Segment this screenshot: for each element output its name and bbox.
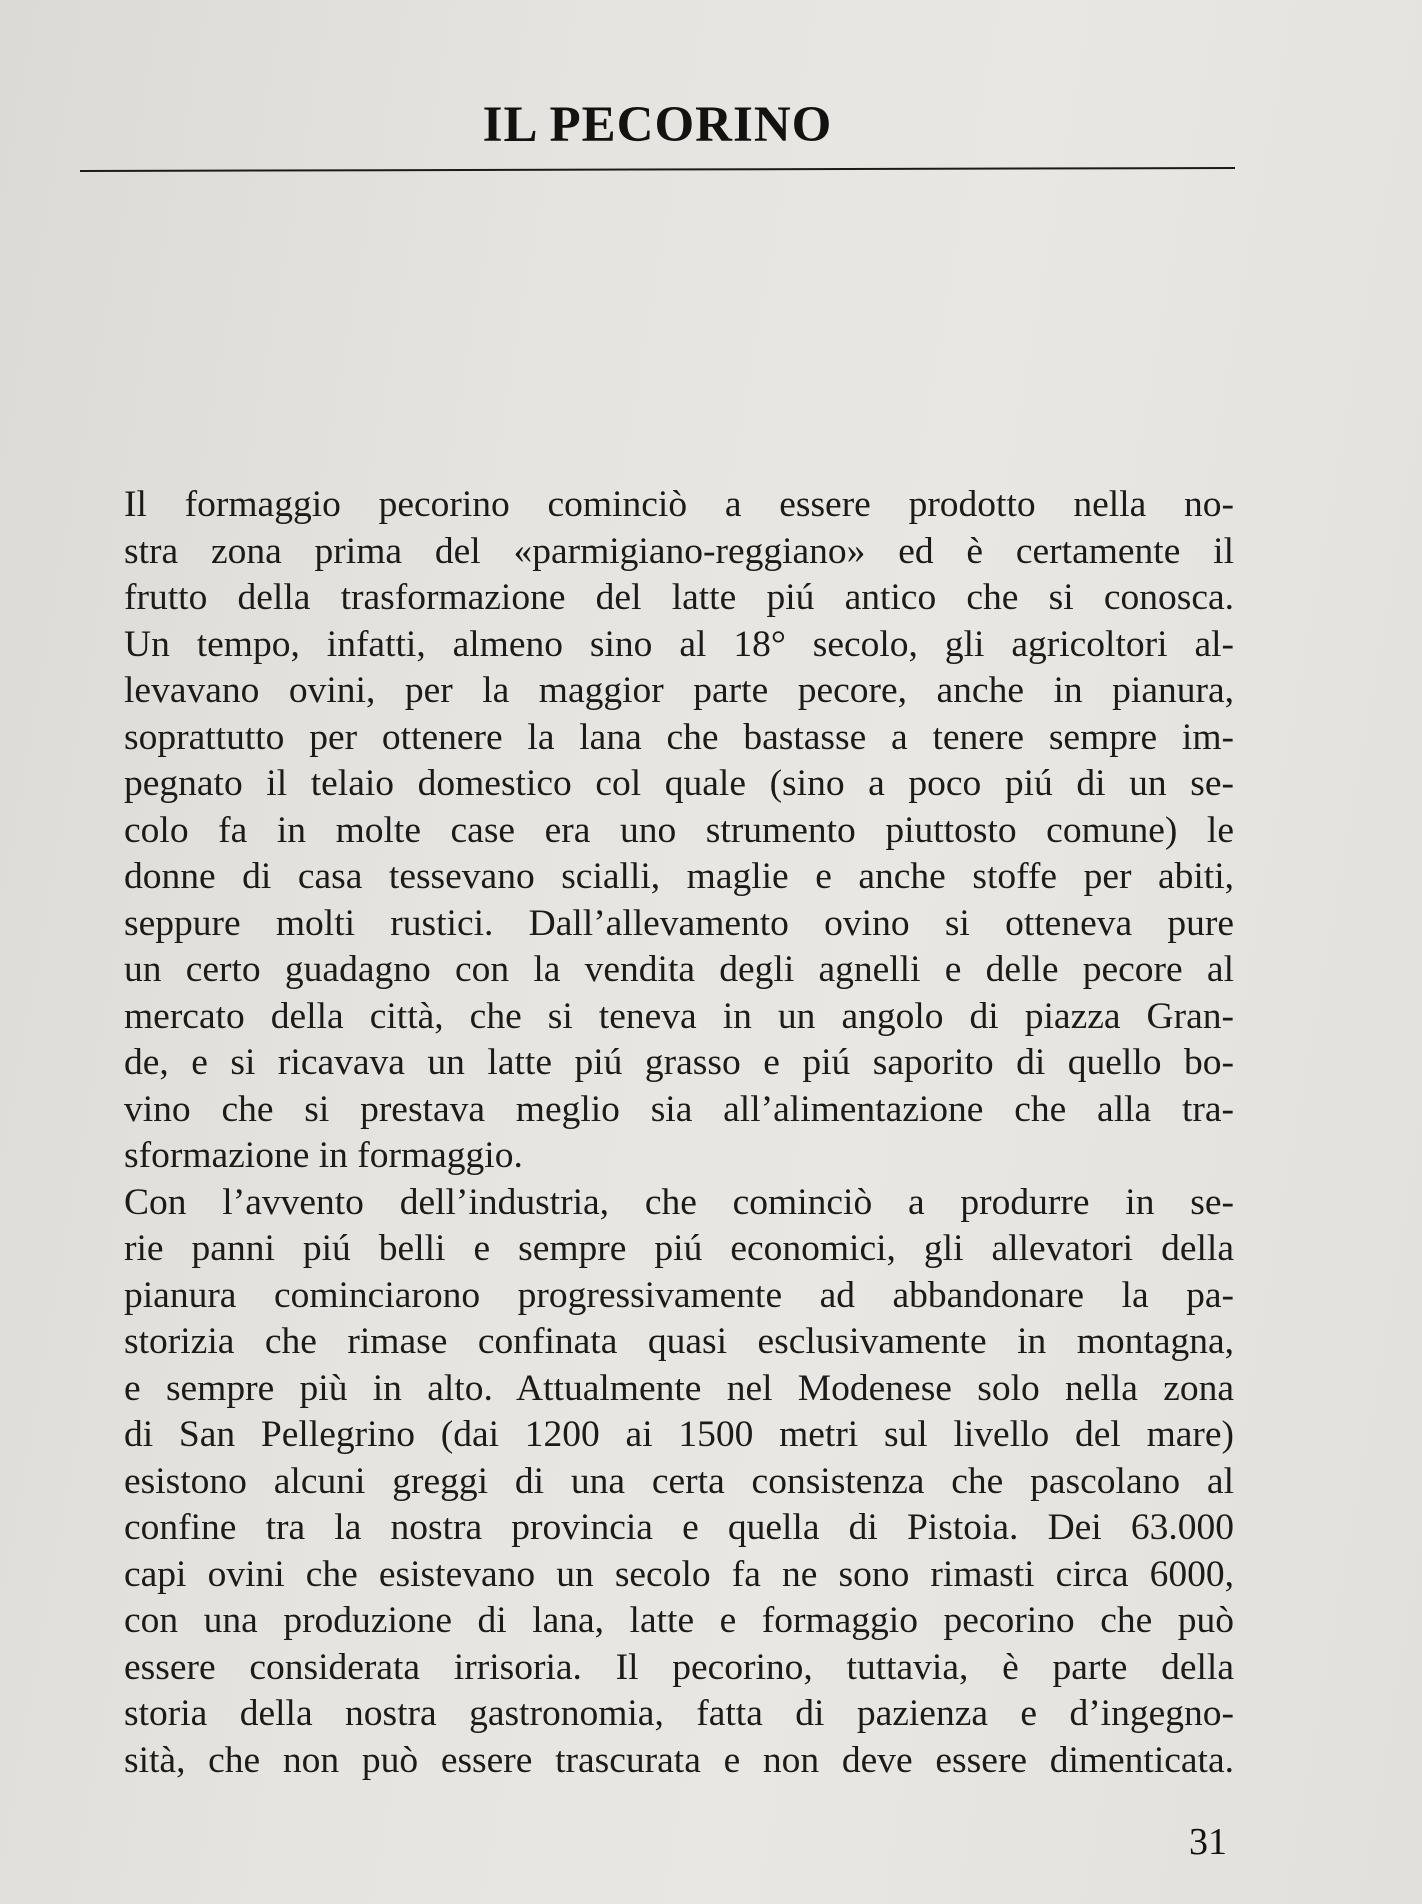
- text-line: sformazione in formaggio.: [124, 1135, 523, 1176]
- text-line: e sempre più in alto. Attualmente nel Modenese solo nella zona: [124, 1367, 1234, 1409]
- text-line: storia della nostra gastronomia, fatta di pazienza e d’ingegno-: [124, 1693, 1234, 1734]
- text-line: mercato della città, che si teneva in un angolo di piazza Gran-: [124, 995, 1234, 1037]
- paragraph-2: [82, 1180, 1234, 1785]
- text-line: pegnato il telaio domestico col quale (sino a poco piú di un se-: [124, 763, 1234, 804]
- text-line: un certo guadagno con la vendita degli agnelli e delle pecore al: [124, 949, 1234, 990]
- body-text: [82, 482, 1234, 1784]
- text-line: storizia che rimase confinata quasi esclusivamente in montagna,: [124, 1321, 1234, 1362]
- text-line: frutto della trasformazione del latte piú antico che si conosca.: [124, 577, 1234, 618]
- text-line: sità, che non può essere trascurata e non deve essere dimenticata.: [124, 1739, 1234, 1781]
- text-line: donne di casa tessevano scialli, maglie e anche stoffe per abiti,: [124, 856, 1234, 897]
- chapter-title: IL PECORINO: [482, 97, 833, 153]
- text-line: vino che si prestava meglio sia all’alimentazione che alla tra-: [124, 1088, 1234, 1130]
- text-line: levavano ovini, per la maggior parte pecore, anche in pianura,: [124, 670, 1234, 711]
- text-line: seppure molti rustici. Dall’allevamento ovino si otteneva pure: [124, 902, 1234, 944]
- text-line: soprattutto per ottenere la lana che bastasse a tenere sempre im-: [124, 716, 1234, 758]
- paragraph-1: [82, 482, 1234, 1180]
- text-line: Il formaggio pecorino cominciò a essere prodotto nella no-: [124, 484, 1234, 525]
- text-line: Con l’avvento dell’industria, che cominciò a produrre in se-: [124, 1181, 1234, 1223]
- page-number: 31: [1189, 1821, 1227, 1863]
- text-line: esistono alcuni greggi di una certa consistenza che pascolano al: [124, 1460, 1234, 1502]
- text-line: con una produzione di lana, latte e formaggio pecorino che può: [124, 1600, 1234, 1641]
- text-line: de, e si ricavava un latte piú grasso e piú saporito di quello bo-: [124, 1042, 1234, 1083]
- text-line: rie panni piú belli e sempre piú economici, gli allevatori della: [124, 1228, 1234, 1269]
- text-line: pianura cominciarono progressivamente ad abbandonare la pa-: [124, 1274, 1234, 1316]
- text-line: di San Pellegrino (dai 1200 ai 1500 metri sul livello del mare): [124, 1414, 1234, 1455]
- text-line: Un tempo, infatti, almeno sino al 18° secolo, gli agricoltori al-: [124, 623, 1234, 665]
- text-line: colo fa in molte case era uno strumento piuttosto comune) le: [124, 809, 1234, 851]
- text-line: confine tra la nostra provincia e quella di Pistoia. Dei 63.000: [124, 1507, 1234, 1548]
- title-rule: [80, 167, 1235, 172]
- text-line: stra zona prima del «parmigiano-reggiano» ed è certamente il: [124, 530, 1234, 572]
- text-line: essere considerata irrisoria. Il pecorino, tuttavia, è parte della: [124, 1646, 1234, 1688]
- text-line: capi ovini che esistevano un secolo fa ne sono rimasti circa 6000,: [124, 1553, 1234, 1595]
